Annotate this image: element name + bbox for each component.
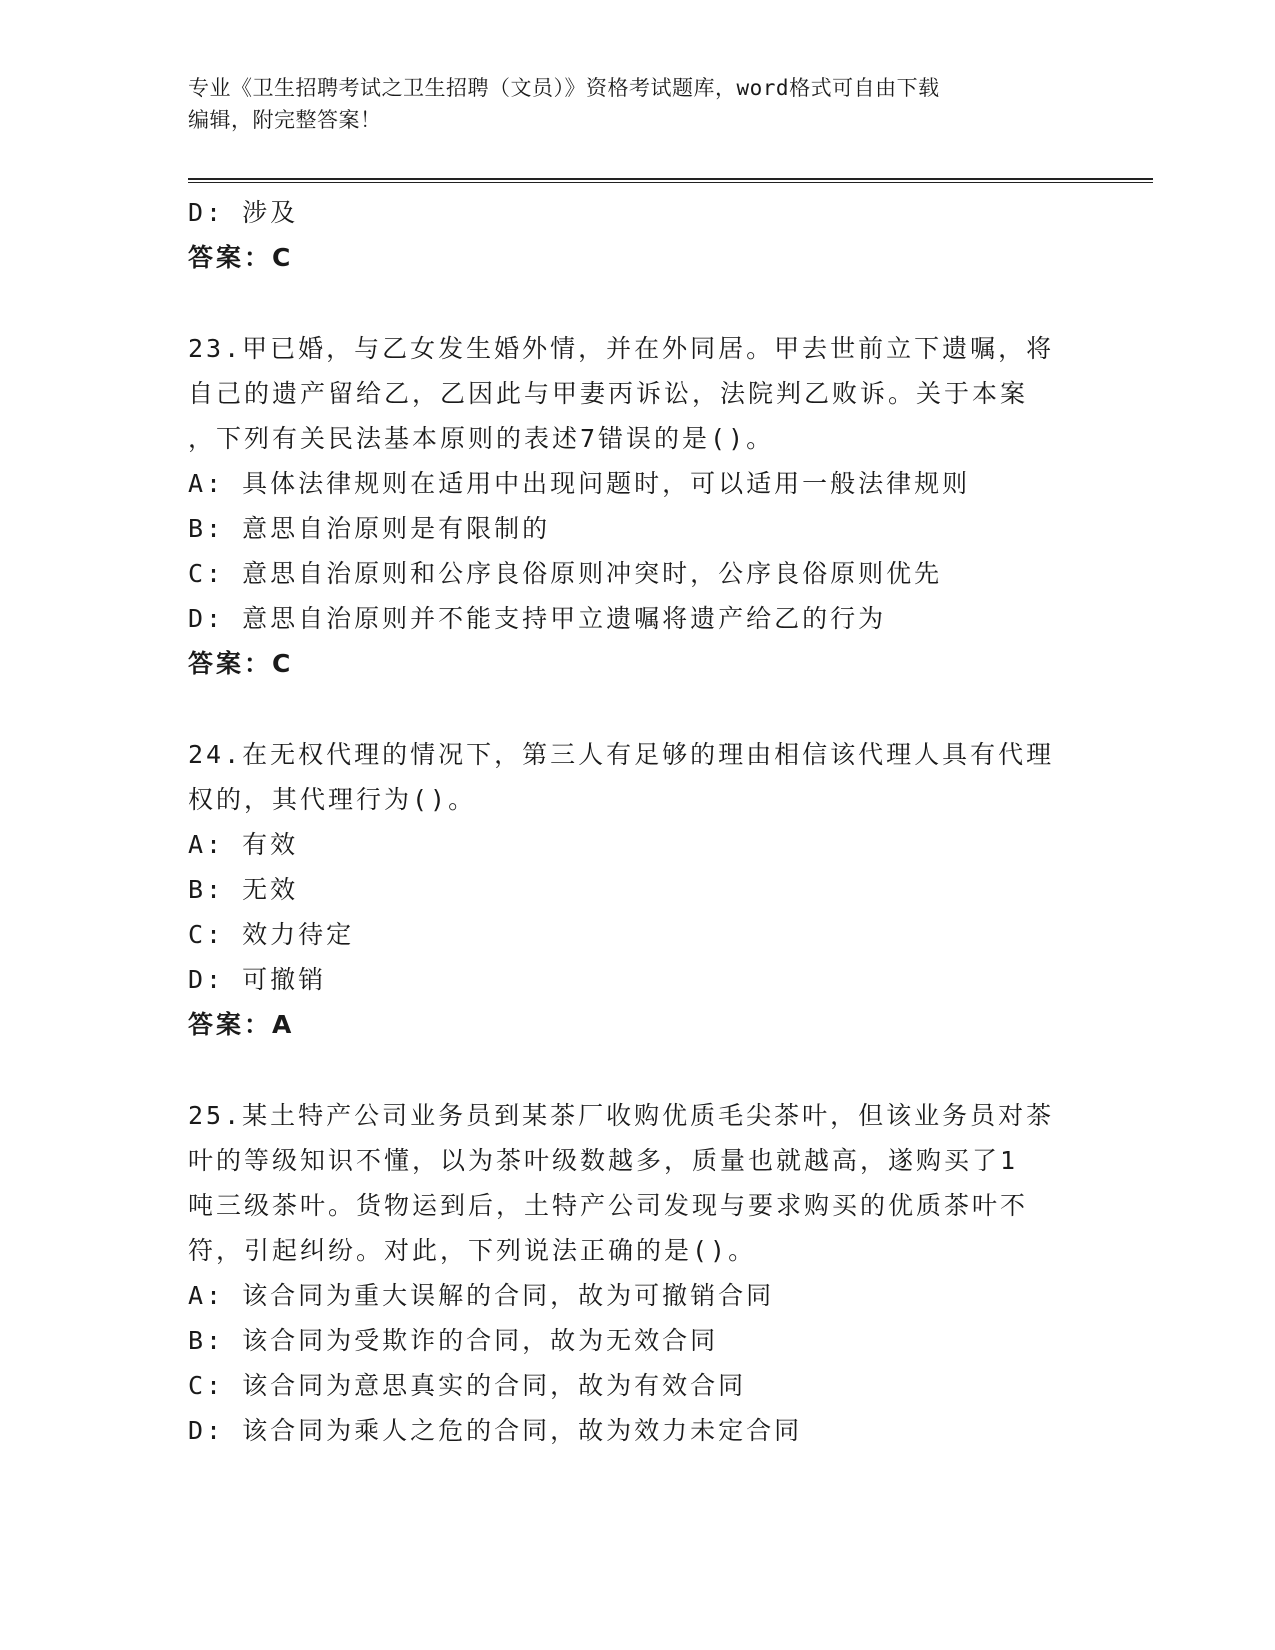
question-content — [188, 190, 1088, 1453]
question-25 — [188, 1093, 1088, 1453]
question-stem-line: 25.某土特产公司业务员到某茶厂收购优质毛尖茶叶，但该业务员对茶 — [188, 1101, 1055, 1130]
option-d: D: 涉及 — [188, 198, 299, 227]
option-b: B: 该合同为受欺诈的合同，故为无效合同 — [188, 1326, 719, 1355]
question-stem-line: 自己的遗产留给乙，乙因此与甲妻丙诉讼，法院判乙败诉。关于本案 — [188, 379, 1029, 408]
option-b: B: 无效 — [188, 875, 299, 904]
document-header — [188, 72, 1108, 136]
spacer — [188, 280, 1088, 326]
question-24 — [188, 732, 1088, 1047]
spacer — [188, 1047, 1088, 1093]
option-d: D: 该合同为乘人之危的合同，故为效力未定合同 — [188, 1416, 803, 1445]
option-b: B: 意思自治原则是有限制的 — [188, 514, 551, 543]
option-a: A: 有效 — [188, 830, 299, 859]
header-line-1: 专业《卫生招聘考试之卫生招聘（文员）》资格考试题库，word格式可自由下载 — [188, 76, 940, 100]
answer-line: 答案：C — [188, 649, 294, 678]
option-d: D: 可撤销 — [188, 965, 327, 994]
option-c: C: 意思自治原则和公序良俗原则冲突时，公序良俗原则优先 — [188, 559, 943, 588]
spacer — [188, 686, 1088, 732]
question-stem-line: 权的，其代理行为()。 — [188, 785, 477, 814]
question-stem-line: 24.在无权代理的情况下，第三人有足够的理由相信该代理人具有代理 — [188, 740, 1055, 769]
option-c: C: 该合同为意思真实的合同，故为有效合同 — [188, 1371, 747, 1400]
header-line-2: 编辑，附完整答案！ — [188, 108, 382, 132]
header-divider — [188, 178, 1153, 183]
option-d: D: 意思自治原则并不能支持甲立遗嘱将遗产给乙的行为 — [188, 604, 887, 633]
question-stem-line: ，下列有关民法基本原则的表述7错误的是()。 — [188, 424, 775, 453]
answer-line: 答案：C — [188, 243, 294, 272]
question-22-tail — [188, 190, 1088, 280]
option-a: A: 具体法律规则在适用中出现问题时，可以适用一般法律规则 — [188, 469, 971, 498]
question-23 — [188, 326, 1088, 686]
option-a: A: 该合同为重大误解的合同，故为可撤销合同 — [188, 1281, 775, 1310]
question-stem-line: 吨三级茶叶。货物运到后，土特产公司发现与要求购买的优质茶叶不 — [188, 1191, 1029, 1220]
answer-line: 答案：A — [188, 1010, 295, 1039]
question-stem-line: 叶的等级知识不懂，以为茶叶级数越多，质量也就越高，遂购买了1 — [188, 1146, 1019, 1175]
question-stem-line: 符，引起纠纷。对此，下列说法正确的是()。 — [188, 1236, 757, 1265]
option-c: C: 效力待定 — [188, 920, 355, 949]
question-stem-line: 23.甲已婚，与乙女发生婚外情，并在外同居。甲去世前立下遗嘱，将 — [188, 334, 1055, 363]
